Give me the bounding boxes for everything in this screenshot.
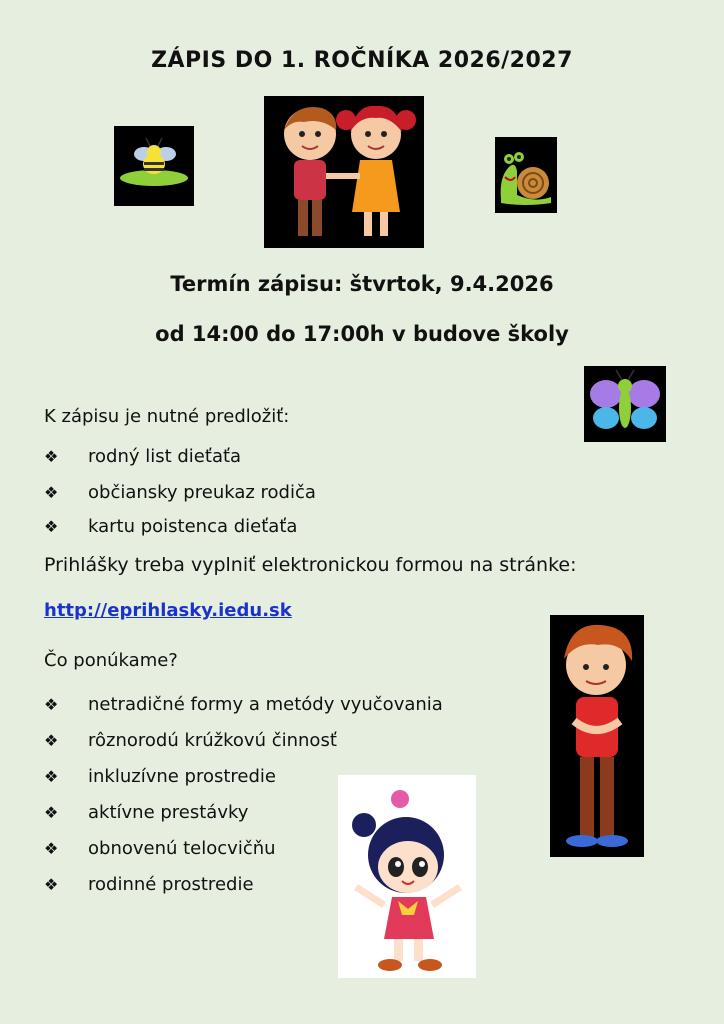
bullet-icon: ❖ — [44, 731, 59, 750]
list-item-text: občiansky preukaz rodiča — [88, 482, 316, 503]
enrollment-time: od 14:00 do 17:00h v budove školy — [155, 322, 569, 346]
bullet-icon: ❖ — [44, 875, 59, 894]
list-item — [44, 874, 254, 895]
list-item — [44, 482, 316, 503]
application-link[interactable]: http://eprihlasky.iedu.sk — [44, 600, 292, 621]
boy-illustration — [550, 615, 644, 857]
bullet-icon: ❖ — [44, 839, 59, 858]
list-item — [44, 694, 443, 715]
list-item-text: inkluzívne prostredie — [88, 766, 277, 787]
bullet-icon: ❖ — [44, 695, 59, 714]
application-text: Prihlášky treba vyplniť elektronickou formou na stránke: — [44, 554, 577, 576]
list-item — [44, 838, 276, 859]
bullet-icon: ❖ — [44, 483, 59, 502]
list-item-text: rodný list dieťaťa — [88, 446, 242, 467]
snail-icon — [495, 137, 557, 213]
page-title: ZÁPIS DO 1. ROČNÍKA 2026/2027 — [151, 48, 573, 73]
list-item — [44, 446, 241, 467]
list-item-text: kartu poistenca dieťaťa — [88, 516, 298, 537]
required-heading: K zápisu je nutné predložiť: — [44, 406, 290, 427]
bullet-icon: ❖ — [44, 517, 59, 536]
bullet-icon: ❖ — [44, 767, 59, 786]
enrollment-date: Termín zápisu: štvrtok, 9.4.2026 — [170, 272, 554, 296]
bullet-icon: ❖ — [44, 803, 59, 822]
bee-icon — [114, 126, 194, 206]
bullet-icon: ❖ — [44, 447, 59, 466]
girl-illustration — [338, 775, 476, 978]
list-item-text: rodinné prostredie — [88, 874, 254, 895]
butterfly-icon — [584, 366, 666, 442]
list-item — [44, 766, 276, 787]
list-item-text: rôznorodú krúžkovú činnosť — [88, 730, 337, 751]
kids-illustration — [264, 96, 424, 248]
list-item — [44, 730, 337, 751]
offer-heading: Čo ponúkame? — [44, 650, 178, 671]
list-item-text: aktívne prestávky — [88, 802, 249, 823]
list-item-text: netradičné formy a metódy vyučovania — [88, 694, 443, 715]
list-item — [44, 516, 297, 537]
list-item-text: obnovenú telocvičňu — [88, 838, 276, 859]
list-item — [44, 802, 248, 823]
